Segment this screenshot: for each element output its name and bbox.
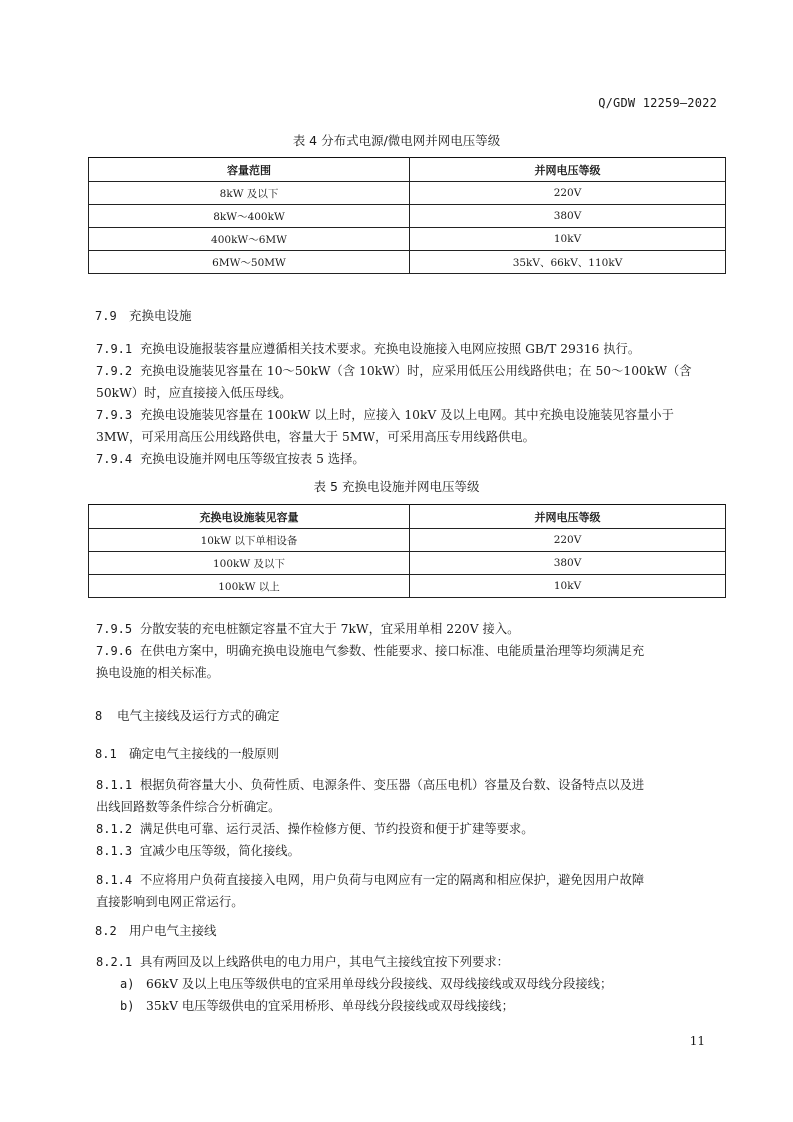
clause-number: 7.9.1	[96, 342, 133, 356]
clause-number: 8.1.1	[96, 778, 133, 792]
clause-text: 充换电设施报装容量应遵循相关技术要求。充换电设施接入电网应按照 GB/T 29316 执行。	[140, 342, 641, 356]
clause-text: 分散安装的充电桩额定容量不宜大于 7kW，宜采用单相 220V 接入。	[140, 622, 520, 636]
table-row	[89, 552, 726, 575]
clause-number: 7.9.6	[96, 644, 133, 658]
clause-text: 宜减少电压等级，简化接线。	[140, 844, 300, 858]
table-header-row	[89, 505, 726, 529]
table-cell: 10kV	[410, 228, 726, 251]
table5	[88, 504, 726, 598]
clause-7-9-2	[88, 360, 728, 404]
clause-number: 7.9.2	[96, 364, 133, 378]
clause-text-continued: 50kW）时，应直接接入低压母线。	[96, 386, 292, 400]
table-cell: 220V	[410, 182, 726, 205]
table-cell: 10kW 以下单相设备	[89, 529, 410, 552]
clause-number: 7.9.5	[96, 622, 133, 636]
clause-number: 8.1.4	[96, 873, 133, 887]
clause-number: 8.1.3	[96, 844, 133, 858]
list-item	[120, 973, 730, 995]
clause-7-9-4	[88, 448, 728, 470]
list-item-text: 35kV 电压等级供电的宜采用桥形、单母线分段接线或双母线接线；	[146, 999, 514, 1013]
table5-caption: 表 5 充换电设施并网电压等级	[313, 479, 480, 494]
list-marker: a)	[120, 977, 135, 991]
section-heading-8-1	[95, 744, 279, 762]
table-cell: 400kW～6MW	[89, 228, 410, 251]
clause-7-9-1	[88, 338, 728, 360]
document-code-header: Q/GDW 12259—2022	[598, 96, 717, 110]
section-heading-7-9	[95, 306, 192, 324]
table-header-cell: 充换电设施装见容量	[89, 505, 410, 529]
table-header-row	[89, 158, 726, 182]
clause-text-continued: 出线回路数等条件综合分析确定。	[96, 800, 281, 814]
table-cell: 8kW 及以下	[89, 182, 410, 205]
clause-text: 充换电设施并网电压等级宜按表 5 选择。	[140, 452, 365, 466]
table-header-cell: 容量范围	[89, 158, 410, 182]
page-number: 11	[689, 1034, 705, 1048]
clause-7-9-6	[88, 640, 728, 684]
table-cell: 380V	[410, 205, 726, 228]
table-cell: 10kV	[410, 575, 726, 598]
table-row	[89, 182, 726, 205]
table-header-cell: 并网电压等级	[410, 158, 726, 182]
table-row	[89, 205, 726, 228]
section-title: 确定电气主接线的一般原则	[129, 746, 280, 761]
clause-text-continued: 换电设施的相关标准。	[96, 666, 219, 680]
table-cell: 220V	[410, 529, 726, 552]
clause-text: 满足供电可靠、运行灵活、操作检修方便、节约投资和便于扩建等要求。	[140, 822, 534, 836]
section-title: 电气主接线及运行方式的确定	[117, 708, 280, 723]
table-cell: 100kW 以上	[89, 575, 410, 598]
section-number: 8.2	[95, 924, 117, 938]
list-item-text: 66kV 及以上电压等级供电的宜采用单母线分段接线、双母线接线或双母线分段接线；	[146, 977, 613, 991]
section-number: 8.1	[95, 747, 117, 761]
table-row	[89, 228, 726, 251]
clause-8-1-2	[88, 818, 728, 840]
table-cell: 380V	[410, 552, 726, 575]
clause-number: 7.9.4	[96, 452, 133, 466]
table-cell: 6MW～50MW	[89, 251, 410, 274]
section-title: 充换电设施	[129, 308, 192, 323]
table-cell: 100kW 及以下	[89, 552, 410, 575]
clause-number: 8.2.1	[96, 955, 133, 969]
clause-8-2-1	[88, 951, 728, 973]
table-row	[89, 529, 726, 552]
clause-8-1-3	[88, 840, 728, 862]
table-row	[89, 251, 726, 274]
table-cell: 35kV、66kV、110kV	[410, 251, 726, 274]
table-header-cell: 并网电压等级	[410, 505, 726, 529]
section-heading-8	[95, 706, 280, 724]
clause-8-1-4	[88, 869, 728, 913]
clause-text-continued: 3MW，可采用高压公用线路供电，容量大于 5MW，可采用高压专用线路供电。	[96, 430, 535, 444]
table-row	[89, 575, 726, 598]
clause-8-1-1	[88, 774, 728, 818]
section-title: 用户电气主接线	[129, 923, 217, 938]
section-heading-8-2	[95, 921, 217, 939]
list-marker: b)	[120, 999, 135, 1013]
section-number: 8	[95, 709, 103, 723]
clause-7-9-3	[88, 404, 728, 448]
clause-text-continued: 直接影响到电网正常运行。	[96, 895, 244, 909]
clause-text: 充换电设施装见容量在 10～50kW（含 10kW）时，应采用低压公用线路供电；在 50～100kW（含	[140, 364, 692, 378]
clause-number: 8.1.2	[96, 822, 133, 836]
list-item	[120, 995, 730, 1017]
table4-caption: 表 4 分布式电源/微电网并网电压等级	[292, 133, 501, 148]
clause-text: 不应将用户负荷直接接入电网，用户负荷与电网应有一定的隔离和相应保护，避免因用户故障	[140, 873, 645, 887]
clause-text: 根据负荷容量大小、负荷性质、电源条件、变压器（高压电机）容量及台数、设备特点以及进	[140, 778, 645, 792]
table4	[88, 157, 726, 274]
clause-text: 在供电方案中，明确充换电设施电气参数、性能要求、接口标准、电能质量治理等均须满足充	[140, 644, 645, 658]
table-cell: 8kW～400kW	[89, 205, 410, 228]
section-number: 7.9	[95, 309, 117, 323]
clause-7-9-5	[88, 618, 728, 640]
clause-text: 充换电设施装见容量在 100kW 以上时，应接入 10kV 及以上电网。其中充换电设施装见容量小于	[140, 408, 674, 422]
clause-text: 具有两回及以上线路供电的电力用户，其电气主接线宜按下列要求：	[140, 955, 509, 969]
clause-number: 7.9.3	[96, 408, 133, 422]
